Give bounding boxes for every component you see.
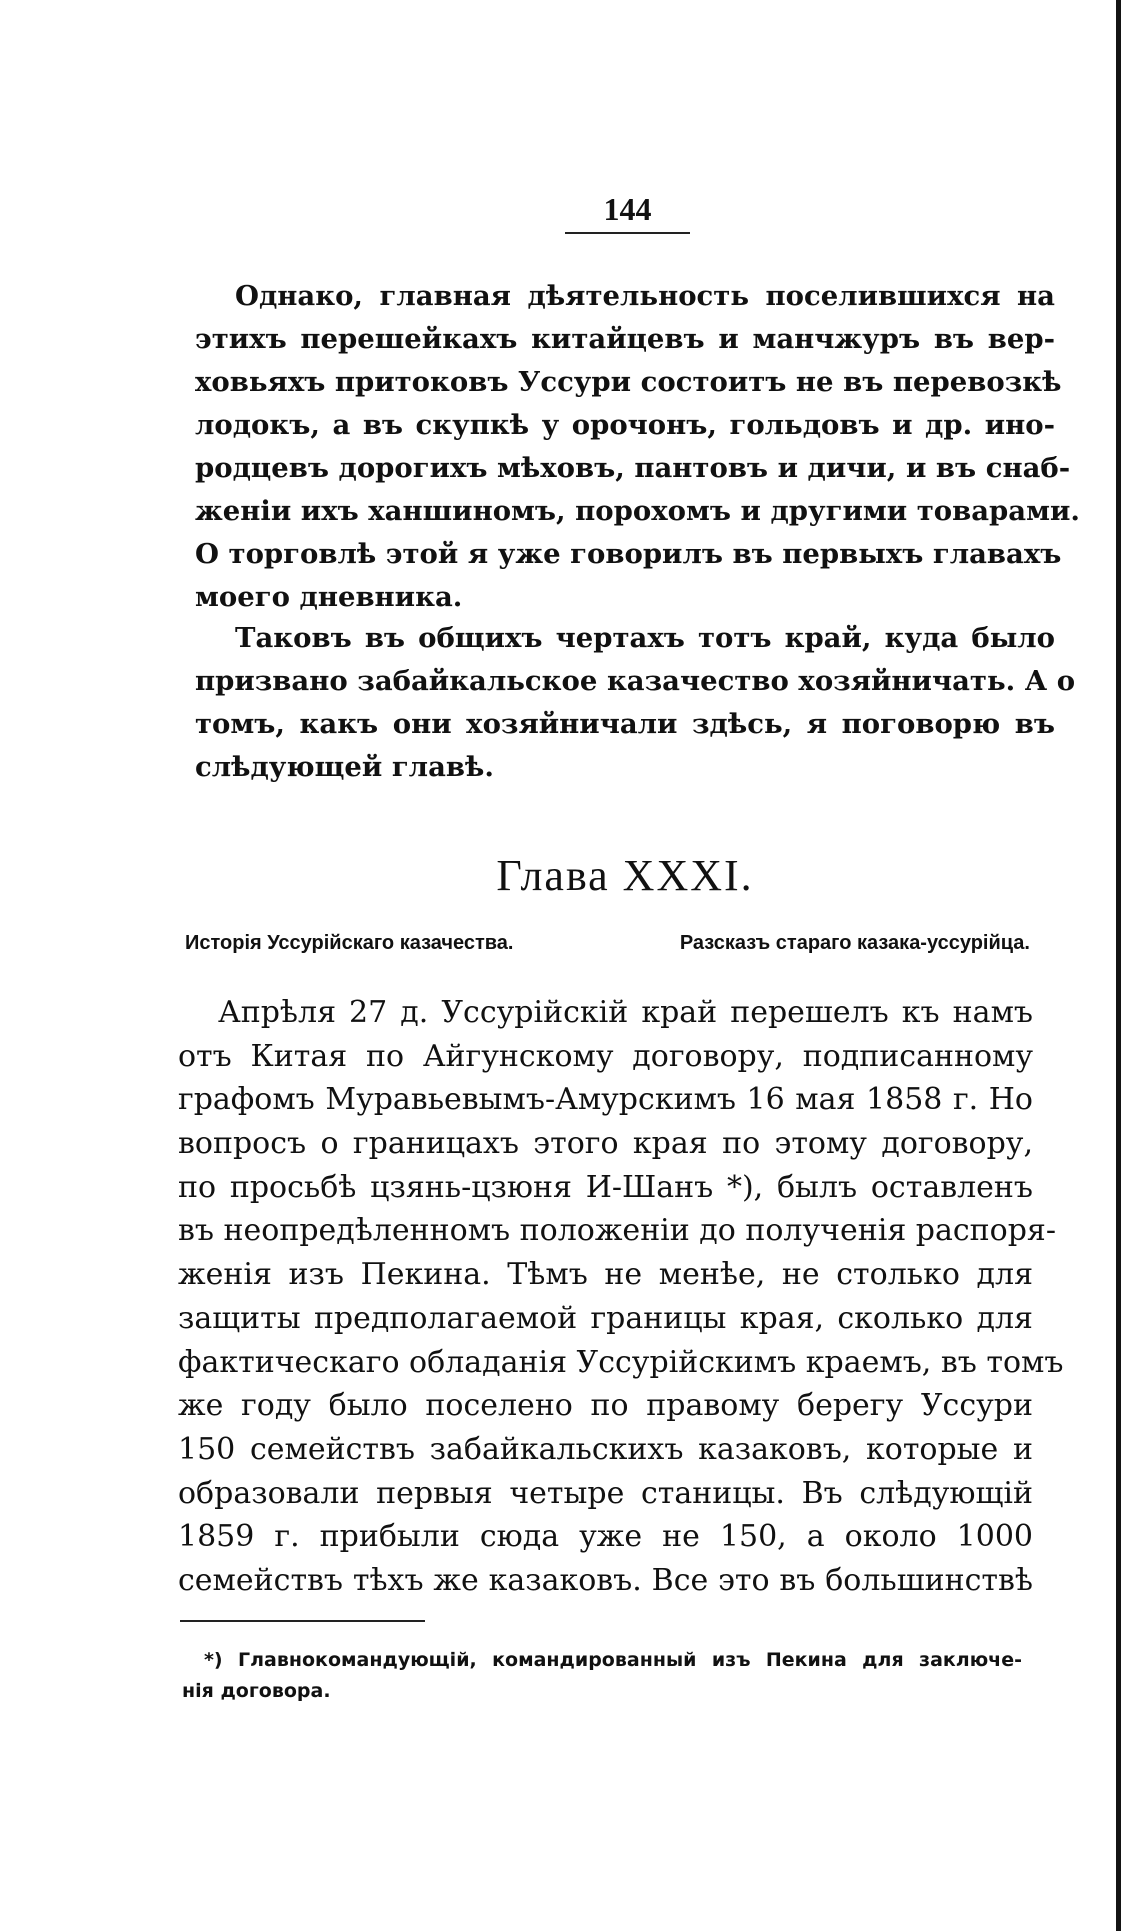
text-line: этихъ перешейкахъ китайцевъ и манчжуръ въ вер-	[195, 323, 1055, 355]
text-line: лодокъ, а въ скупкѣ у орочонъ, гольдовъ и др. ино-	[195, 409, 1055, 441]
text-line: же году было поселено по правому берегу Уссури	[178, 1388, 1033, 1424]
text-line: фактическаго обладанія Уссурійскимъ краемъ, въ томъ	[178, 1344, 1064, 1380]
footnote-line: нія договора.	[182, 1680, 331, 1702]
text-line: 1859 г. прибыли сюда уже не 150, а около 1000	[178, 1519, 1033, 1555]
text-line: призвано забайкальское казачество хозяйничать. А о	[195, 665, 1076, 697]
text-line: образовали первыя четыре станицы. Въ слѣдующій	[178, 1475, 1033, 1511]
text-line: защиты предполагаемой границы края, сколько для	[178, 1300, 1033, 1336]
text-line: въ неопредѣленномъ положеніи до полученія распоря-	[178, 1213, 1056, 1249]
text-line: 150 семействъ забайкальскихъ казаковъ, которые и	[178, 1431, 1033, 1467]
text-line: слѣдующей главѣ.	[195, 751, 494, 783]
text-line: женія изъ Пекина. Тѣмъ не менѣе, не столько для	[178, 1257, 1033, 1293]
text-line: томъ, какъ они хозяйничали здѣсь, я поговорю въ	[195, 708, 1055, 740]
text-line: вопросъ о границахъ этого края по этому договору,	[178, 1126, 1033, 1162]
text-line: по просьбѣ цзянь-цзюня И-Шанъ *), былъ оставленъ	[178, 1169, 1033, 1205]
text-line: Однако, главная дѣятельность поселившихся на	[235, 280, 1055, 312]
footnote-line: *) Главнокомандующій, командированный изъ Пекина для заключе-	[204, 1649, 1022, 1671]
footnote	[182, 1645, 1022, 1707]
text-line: Таковъ въ общихъ чертахъ тотъ край, куда было	[235, 622, 1055, 654]
chapter-subtitle-right: Разсказъ стараго казака-уссурійца.	[679, 932, 1030, 954]
page-number: 144	[603, 191, 652, 227]
chapter-paragraph	[178, 991, 1064, 1603]
paragraph-1	[195, 275, 1080, 619]
page-number-rule	[565, 232, 690, 234]
text-line: семействъ тѣхъ же казаковъ. Все это въ большинствѣ	[178, 1562, 1033, 1598]
text-line: Апрѣля 27 д. Уссурійскій край перешелъ къ намъ	[218, 995, 1033, 1030]
chapter-subtitle-left: Исторія Уссурійскаго казачества.	[185, 932, 514, 954]
text-line: О торговлѣ этой я уже говорилъ въ первыхъ главахъ	[195, 538, 1062, 570]
text-line: женіи ихъ ханшиномъ, порохомъ и другими товарами.	[195, 495, 1080, 527]
text-line: графомъ Муравьевымъ-Амурскимъ 16 мая 1858 г. Но	[178, 1082, 1033, 1118]
scan-edge	[1116, 0, 1121, 1931]
text-line: ховьяхъ притоковъ Уссури состоитъ не въ перевозкѣ	[195, 366, 1062, 398]
text-line: моего дневника.	[195, 581, 463, 613]
paragraph-2	[195, 617, 1076, 789]
footnote-rule	[180, 1620, 425, 1622]
text-line: отъ Китая по Айгунскому договору, подписанному	[178, 1038, 1033, 1074]
chapter-title: Глава XXXI.	[496, 851, 754, 900]
chapter-subtitle	[185, 929, 1030, 957]
text-line: родцевъ дорогихъ мѣховъ, пантовъ и дичи, и въ снаб-	[195, 452, 1071, 484]
